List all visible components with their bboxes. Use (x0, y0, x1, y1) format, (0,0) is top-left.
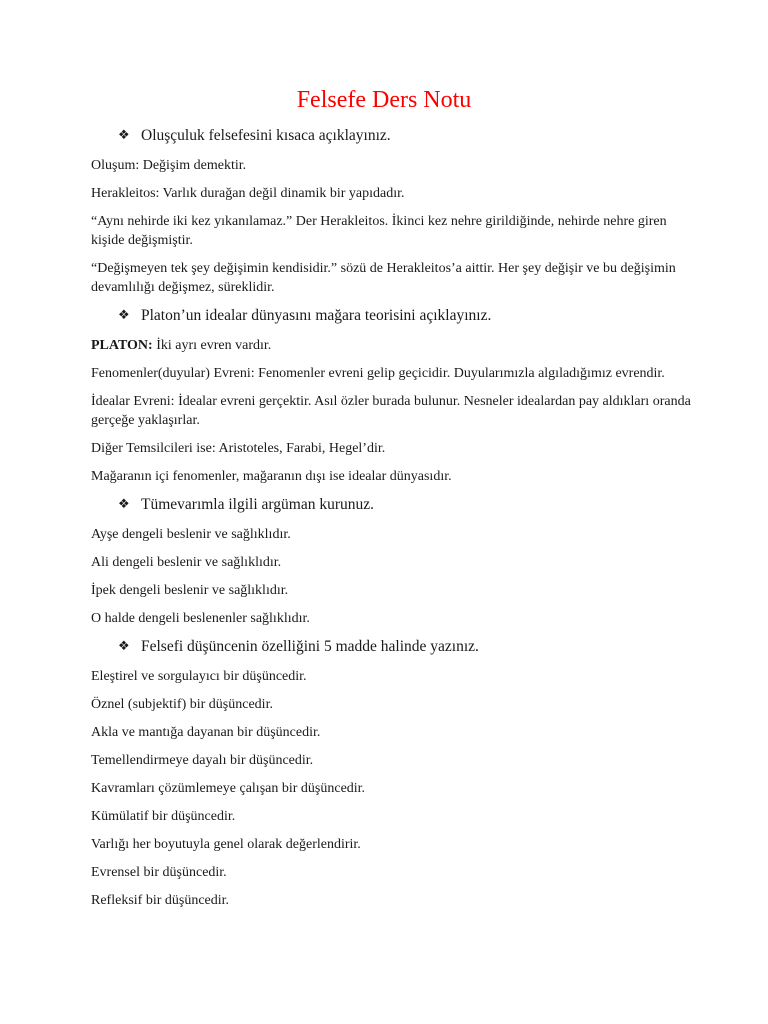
answer-4-line-7: Varlığı her boyutuyla genel olarak değerlendirir. (91, 837, 361, 852)
answer-4-line-5: Kavramları çözümlemeye çalışan bir düşüncedir. (91, 781, 366, 796)
diamond-bullet-icon: ❖ (118, 128, 130, 143)
answer-3-line-3: İpek dengeli beslenir ve sağlıklıdır. (91, 583, 289, 598)
answer-4-line-8: Evrensel bir düşüncedir. (91, 865, 227, 880)
answer-4-line-2: Öznel (subjektif) bir düşüncedir. (91, 697, 273, 712)
question-2-text: Platon’un idealar dünyasını mağara teorisini açıklayınız. (141, 307, 492, 324)
answer-1-line-3: “Aynı nehirde iki kez yıkanılamaz.” Der Herakleitos. İkinci kez nehre girildiğinde, nehirde nehre giren kişide değişmiştir. (91, 214, 667, 248)
answer-1-line-4: “Değişmeyen tek şey değişimin kendisidir.” sözü de Herakleitos’a aittir. Her şey değişir ve bu değişimin devamlılığı değişmez, süreklidir. (91, 261, 676, 295)
answer-1-line-2: Herakleitos: Varlık durağan değil dinamik bir yapıdadır. (91, 186, 405, 201)
platon-text: İki ayrı evren vardır. (152, 338, 272, 353)
answer-1-line-1: Oluşum: Değişim demektir. (91, 158, 247, 173)
question-1-text: Oluşçuluk felsefesini kısaca açıklayınız. (141, 127, 391, 144)
temsilci-line: Diğer Temsilcileri ise: Aristoteles, Farabi, Hegel’dir. (91, 441, 386, 456)
question-4-text: Felsefi düşüncenin özelliğini 5 madde halinde yazınız. (141, 638, 479, 655)
magara-line: Mağaranın içi fenomenler, mağaranın dışı ise idealar dünyasıdır. (91, 469, 452, 484)
question-4 (91, 637, 691, 657)
question-1 (91, 126, 691, 146)
answer-3-line-1: Ayşe dengeli beslenir ve sağlıklıdır. (91, 527, 291, 542)
diamond-bullet-icon: ❖ (118, 639, 130, 654)
fenomen-line: Fenomenler(duyular) Evreni: Fenomenler evreni gelip geçicidir. Duyularımızla algıladığımız evrendir. (91, 366, 665, 381)
question-3-text: Tümevarımla ilgili argüman kurunuz. (141, 496, 375, 513)
answer-4-line-4: Temellendirmeye dayalı bir düşüncedir. (91, 753, 314, 768)
answer-3-line-4: O halde dengeli beslenenler sağlıklıdır. (91, 611, 310, 626)
platon-label: PLATON: (91, 338, 153, 353)
answer-4-line-9: Refleksif bir düşüncedir. (91, 893, 230, 908)
answer-4-line-6: Kümülatif bir düşüncedir. (91, 809, 236, 824)
diamond-bullet-icon: ❖ (118, 497, 130, 512)
answer-4-line-3: Akla ve mantığa dayanan bir düşüncedir. (91, 725, 321, 740)
idealar-line (91, 392, 691, 430)
diamond-bullet-icon: ❖ (118, 308, 130, 323)
idealar-label: İdealar Evreni: (91, 394, 175, 409)
question-2 (91, 306, 691, 326)
question-3 (91, 495, 691, 515)
answer-3-line-2: Ali dengeli beslenir ve sağlıklıdır. (91, 555, 282, 570)
platon-line (91, 336, 691, 355)
document-page (91, 84, 691, 919)
answer-4-line-1: Eleştirel ve sorgulayıcı bir düşüncedir. (91, 669, 307, 684)
idealar-text: İdealar evreni gerçektir. Asıl özler burada bulunur. Nesneler idealardan pay aldıkları oranda gerçeğe yaklaşırlar. (91, 394, 691, 428)
document-title: Felsefe Ders Notu (296, 87, 472, 113)
